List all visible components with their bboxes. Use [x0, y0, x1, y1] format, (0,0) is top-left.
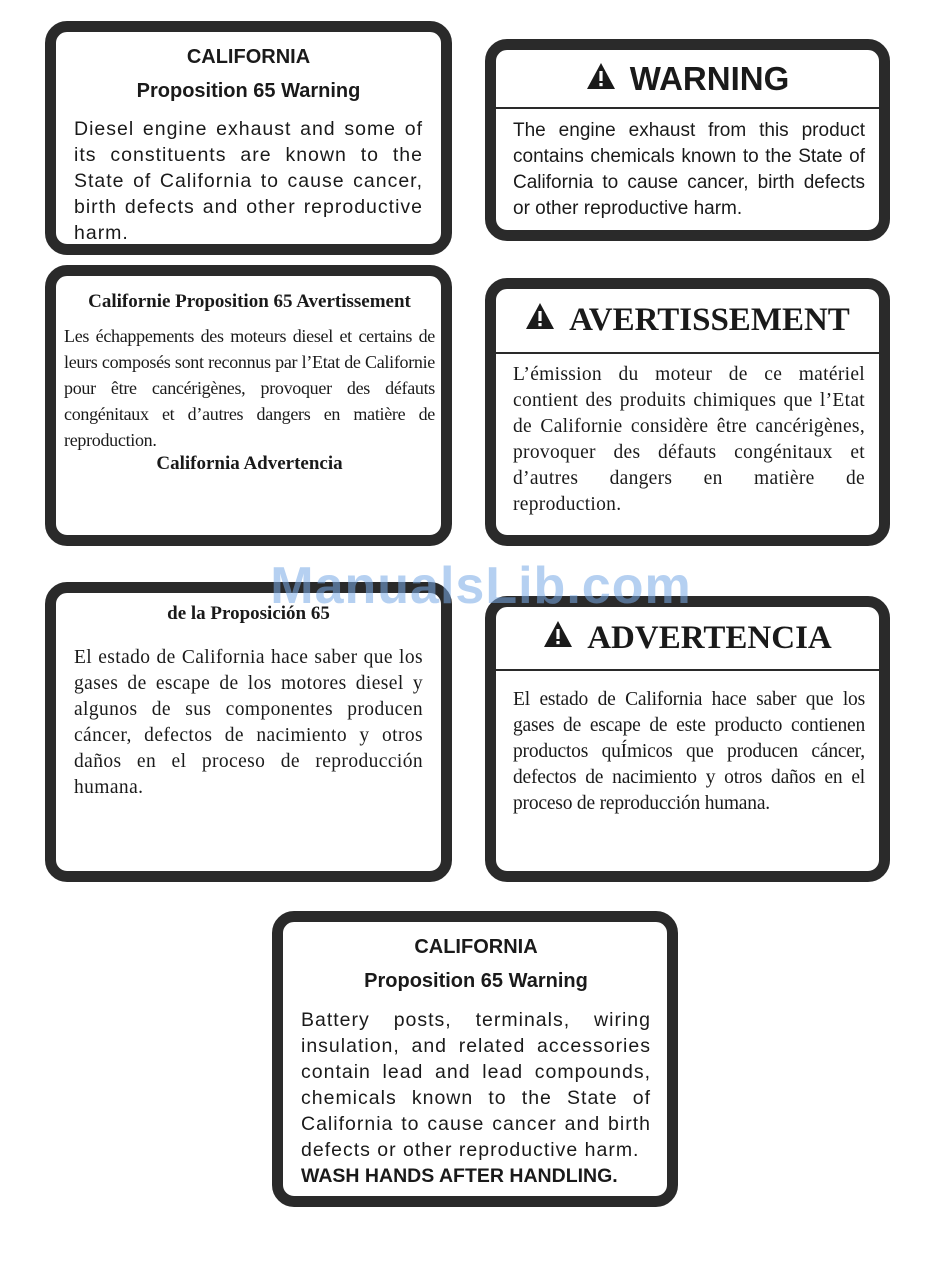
label-body: El estado de California hace saber que los gases de escape de este producto contienen productos quÍmicos que producen cáncer, defectos de nacimiento y otros daños en el proceso de reproducción humana.	[513, 689, 865, 814]
warning-triangle-icon	[543, 620, 573, 657]
warning-banner	[496, 50, 879, 109]
label-title-california: CALIFORNIA	[414, 936, 538, 958]
label-body: Diesel engine exhaust and some of its constituents are known to the State of California to cause cancer, birth defects and other reproductive harm.	[74, 118, 423, 244]
label-body: The engine exhaust from this product contains chemicals known to the State of California to cause cancer, birth defects or other reproductive harm.	[513, 120, 865, 219]
label-prop65-battery	[272, 911, 678, 1207]
label-avertissement	[485, 278, 890, 546]
label-body: L’émission du moteur de ce matériel contient des produits chimiques que l’Etat de Californie considère être cancérigènes, provoquer des défauts congénitaux et d’autres dangers en matière de reproduction.	[513, 364, 865, 515]
label-body: El estado de California hace saber que los gases de escape de los motores diesel y algunos de sus componentes producen cáncer, defectos de nacimiento y otros daños en el proceso de reproducción humana.	[74, 647, 423, 798]
label-body: Les échappements des moteurs diesel et certains de leurs composés sont reconnus par l’Etat de Californie pour être cancérigènes, provoquer des défauts congénitaux et d’autres dangers en matière de reproduction.	[64, 326, 435, 450]
watermark: ManualsLib.com	[270, 557, 692, 615]
label-title-spanish: de la Proposición 65	[167, 603, 330, 624]
label-footer-spanish: California Advertencia	[156, 453, 343, 474]
label-prop65-diesel	[45, 21, 452, 255]
label-subtitle-prop65: Proposition 65 Warning	[136, 80, 361, 102]
label-prop65-spanish	[45, 582, 452, 882]
label-warning	[485, 39, 890, 241]
avertissement-heading: AVERTISSEMENT	[569, 302, 850, 338]
label-subtitle-prop65: Proposition 65 Warning	[364, 970, 588, 992]
label-title-california: CALIFORNIA	[186, 46, 311, 68]
warning-triangle-icon	[525, 302, 555, 339]
label-emphasis: WASH HANDS AFTER HANDLING.	[301, 1165, 618, 1187]
advertencia-heading: ADVERTENCIA	[587, 619, 832, 656]
warning-heading: WARNING	[629, 59, 790, 97]
advertencia-banner	[496, 607, 879, 671]
label-prop65-french	[45, 265, 452, 546]
label-body: Battery posts, terminals, wiring insulation, and related accessories contain lead and lead compounds, chemicals known to the State of California to cause cancer and birth defects or other reproductive harm.	[301, 1009, 651, 1161]
avertissement-banner	[496, 289, 879, 354]
label-advertencia	[485, 596, 890, 882]
warning-triangle-icon	[586, 60, 616, 98]
label-title-french: Californie Proposition 65 Avertissement	[88, 291, 411, 312]
